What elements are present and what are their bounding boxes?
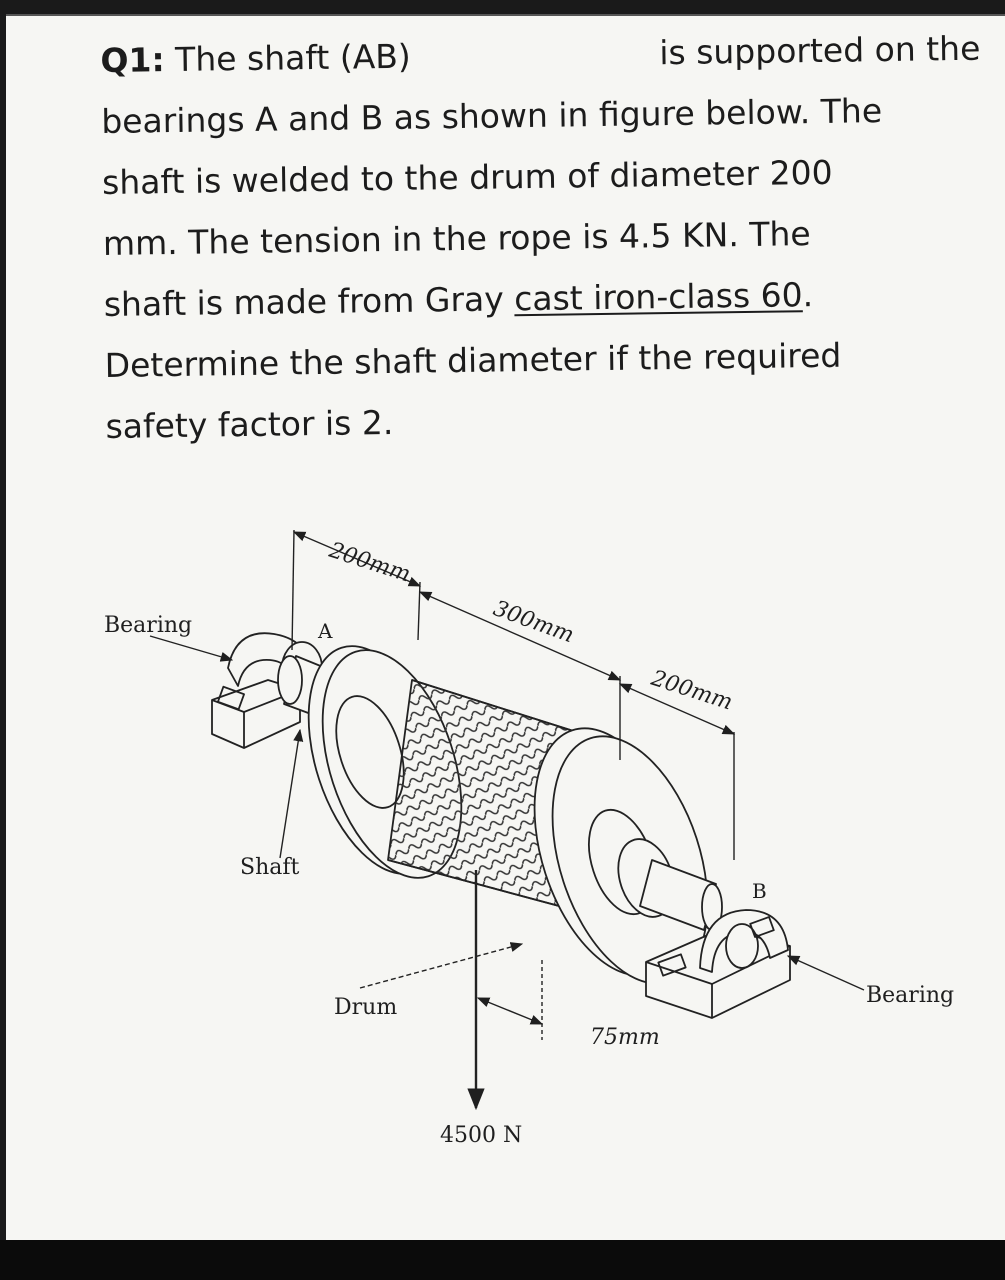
point-a-label: A (318, 619, 333, 643)
question-line-5a: shaft is made from Gray (103, 279, 515, 324)
dim-rope-label: 75mm (590, 1025, 660, 1050)
bearing-right-label: Bearing (866, 983, 955, 1008)
dim-middle-label: 300mm (489, 596, 578, 649)
bearing-left-label: Bearing (104, 613, 193, 638)
point-b-label: B (752, 879, 767, 903)
question-line-5c: . (802, 275, 814, 315)
material-underlined: cast iron-class 60 (513, 275, 803, 319)
question-line-2: bearings A and B as shown in figure below. The (101, 91, 883, 141)
question-line-1b: is supported on the (659, 28, 981, 73)
dim-right-label: 200mm (648, 665, 736, 716)
question-line-1a: The shaft (AB) (174, 36, 412, 79)
question-line-3: shaft is welded to the drum of diameter 200 (101, 152, 833, 202)
question-line-6: Determine the shaft diameter if the required (104, 335, 842, 385)
shaft-label: Shaft (240, 855, 300, 880)
question-number: Q1: (100, 40, 165, 80)
force-label: 4500 N (440, 1123, 523, 1148)
drum-label: Drum (334, 995, 398, 1020)
question-line-4: mm. The tension in the rope is 4.5 KN. The (102, 214, 811, 263)
dim-left-label: 200mm (326, 537, 414, 588)
question-line-7: safety factor is 2. (105, 402, 394, 446)
